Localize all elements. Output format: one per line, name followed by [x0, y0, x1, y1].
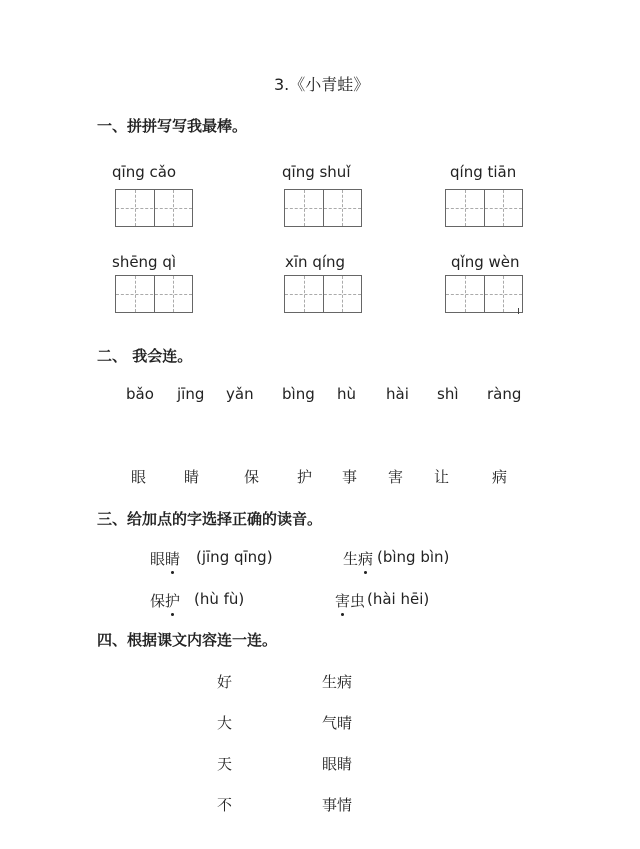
page-title: 3.《小青蛙》	[274, 75, 370, 94]
dotted-char: 病	[358, 550, 374, 568]
dotted-char: 睛	[165, 550, 181, 568]
pronunciation-options[interactable]: (hù fù)	[194, 590, 245, 608]
pinyin-option[interactable]: ràng	[487, 385, 522, 403]
match-left-item[interactable]: 不	[217, 796, 233, 814]
section-1-heading: 一、拼拼写写我最棒。	[97, 117, 248, 135]
section-2-heading: 二、 我会连。	[97, 347, 193, 365]
question-word	[335, 590, 365, 611]
character-option[interactable]: 害	[388, 468, 404, 486]
pinyin-option[interactable]: shì	[437, 385, 459, 403]
pinyin-label: qīng cǎo	[112, 163, 177, 181]
word-char: 虫	[350, 592, 366, 610]
question-word	[150, 548, 180, 569]
dotted-char: 害	[335, 592, 351, 610]
match-right-item[interactable]: 事情	[322, 796, 353, 814]
word-char: 保	[150, 592, 166, 610]
writing-grid[interactable]	[115, 275, 193, 313]
section-3-heading: 三、给加点的字选择正确的读音。	[97, 510, 323, 528]
pinyin-option[interactable]: yǎn	[226, 385, 254, 403]
writing-grid[interactable]	[284, 275, 362, 313]
character-option[interactable]: 事	[342, 468, 358, 486]
pinyin-option[interactable]: jīng	[177, 385, 205, 403]
writing-grid[interactable]	[115, 189, 193, 227]
question-word	[343, 548, 373, 569]
stray-mark	[518, 308, 519, 314]
pronunciation-options[interactable]: (bìng bìn)	[377, 548, 450, 566]
pinyin-label: xīn qíng	[285, 253, 346, 271]
character-option[interactable]: 眼	[131, 468, 147, 486]
match-right-item[interactable]: 气晴	[322, 714, 353, 732]
pinyin-label: qǐng wèn	[451, 253, 520, 271]
match-left-item[interactable]: 天	[217, 755, 233, 773]
pronunciation-options[interactable]: (hài hēi)	[367, 590, 430, 608]
word-char: 眼	[150, 550, 166, 568]
match-right-item[interactable]: 眼睛	[322, 755, 353, 773]
pronunciation-options[interactable]: (jīng qīng)	[196, 548, 273, 566]
pinyin-label: qíng tiān	[450, 163, 517, 181]
character-option[interactable]: 保	[244, 468, 260, 486]
match-right-item[interactable]: 生病	[322, 673, 353, 691]
dotted-char: 护	[165, 592, 181, 610]
question-word	[150, 590, 180, 611]
pinyin-label: qīng shuǐ	[282, 163, 351, 181]
pinyin-label: shēng qì	[112, 253, 177, 271]
character-option[interactable]: 让	[434, 468, 450, 486]
pinyin-option[interactable]: hù	[337, 385, 357, 403]
character-option[interactable]: 睛	[184, 468, 200, 486]
pinyin-option[interactable]: hài	[386, 385, 409, 403]
match-left-item[interactable]: 好	[217, 673, 233, 691]
writing-grid[interactable]	[445, 189, 523, 227]
word-char: 生	[343, 550, 359, 568]
character-option[interactable]: 病	[492, 468, 508, 486]
match-left-item[interactable]: 大	[217, 714, 233, 732]
writing-grid[interactable]	[445, 275, 523, 313]
pinyin-option[interactable]: bǎo	[126, 385, 154, 403]
pinyin-option[interactable]: bìng	[282, 385, 315, 403]
character-option[interactable]: 护	[297, 468, 313, 486]
writing-grid[interactable]	[284, 189, 362, 227]
section-4-heading: 四、根据课文内容连一连。	[97, 631, 278, 649]
